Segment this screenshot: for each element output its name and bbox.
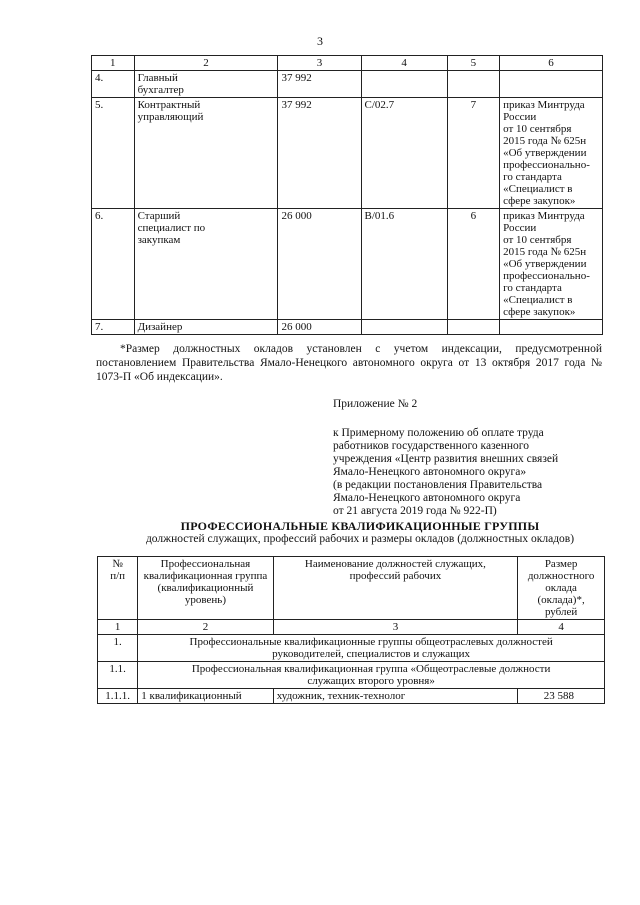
position-name: Контрактный управляющий	[134, 98, 278, 209]
table-row	[92, 71, 603, 98]
group-subsection-heading: Профессиональная квалификационная группа «Общеотраслевые должности служащих второго уровня»	[138, 662, 605, 689]
position-name: Главный бухгалтер	[134, 71, 278, 98]
column-number: 2	[138, 620, 273, 635]
header-cell: 1	[92, 56, 135, 71]
row-number: 4.	[92, 71, 135, 98]
qualification-groups-table	[97, 556, 605, 704]
table-row	[98, 662, 605, 689]
row-number: 7.	[92, 320, 135, 335]
row-number: 5.	[92, 98, 135, 209]
salary-value: 26 000	[278, 209, 361, 320]
standard-reference	[500, 71, 603, 98]
qualification-level: 6	[447, 209, 499, 320]
qualification-level	[447, 71, 499, 98]
salary-value: 26 000	[278, 320, 361, 335]
table-row	[98, 689, 605, 704]
qualification-level: 7	[447, 98, 499, 209]
column-number: 4	[518, 620, 605, 635]
function-code: В/01.6	[361, 209, 447, 320]
row-number: 1.	[98, 635, 138, 662]
table-header-row	[98, 557, 605, 620]
standard-reference: приказ Минтруда России от 10 сентября 2015 года № 625н «Об утверждении профессионально- го стандарта «Специалист в сфере закупок»	[500, 209, 603, 320]
header-cell: 2	[134, 56, 278, 71]
salary-value: 23 588	[518, 689, 605, 704]
standard-reference: приказ Минтруда России от 10 сентября 2015 года № 625н «Об утверждении профессионально- го стандарта «Специалист в сфере закупок»	[500, 98, 603, 209]
header-cell: 4	[361, 56, 447, 71]
row-number: 6.	[92, 209, 135, 320]
function-code	[361, 320, 447, 335]
header-cell: 5	[447, 56, 499, 71]
appendix-title: Приложение № 2	[333, 398, 418, 410]
header-cell: 6	[500, 56, 603, 71]
standard-reference	[500, 320, 603, 335]
salary-value: 37 992	[278, 71, 361, 98]
page-number: 3	[317, 34, 323, 48]
position-names: художник, техник-технолог	[273, 689, 518, 704]
salary-value: 37 992	[278, 98, 361, 209]
row-number: 1.1.1.	[98, 689, 138, 704]
position-name: Старший специалист по закупкам	[134, 209, 278, 320]
header-cell: 3	[278, 56, 361, 71]
section-title: ПРОФЕССИОНАЛЬНЫЕ КВАЛИФИКАЦИОННЫЕ ГРУППЫ	[180, 519, 540, 533]
table-row	[92, 209, 603, 320]
section-subtitle: должностей служащих, профессий рабочих и размеры окладов (должностных окладов)	[145, 533, 575, 545]
function-code	[361, 71, 447, 98]
header-num: № п/п	[98, 557, 138, 620]
position-name: Дизайнер	[134, 320, 278, 335]
header-salary: Размер должностного оклада (оклада)*, рублей	[518, 557, 605, 620]
row-number: 1.1.	[98, 662, 138, 689]
table-row	[98, 635, 605, 662]
group-section-heading: Профессиональные квалификационные группы общеотраслевых должностей руководителей, специалистов и служащих	[138, 635, 605, 662]
appendix-body: к Примерному положению об оплате труда работников государственного казенного учреждения «Центр развития внешних связей Ямало-Ненецкого автономного округа» (в редакции постановления Правительства Ямало-Ненецкого автономного округа от 21 августа 2019 года № 922-П)	[333, 427, 559, 517]
header-positions: Наименование должностей служащих, профессий рабочих	[273, 557, 518, 620]
qualification-level: 1 квалификационный	[138, 689, 273, 704]
positions-table	[91, 55, 603, 335]
header-group: Профессиональная квалификационная группа (квалификационный уровень)	[138, 557, 273, 620]
table-header-row	[92, 56, 603, 71]
column-number: 3	[273, 620, 518, 635]
qualification-level	[447, 320, 499, 335]
table-row	[92, 98, 603, 209]
column-numbers-row	[98, 620, 605, 635]
table-row	[92, 320, 603, 335]
function-code: С/02.7	[361, 98, 447, 209]
column-number: 1	[98, 620, 138, 635]
footnote: *Размер должностных окладов установлен с учетом индексации, предусмотренной постановлением Правительства Ямало-Ненецкого автономного округа от 13 октября 2017 года № 1073-П «Об индексации».	[96, 343, 602, 383]
